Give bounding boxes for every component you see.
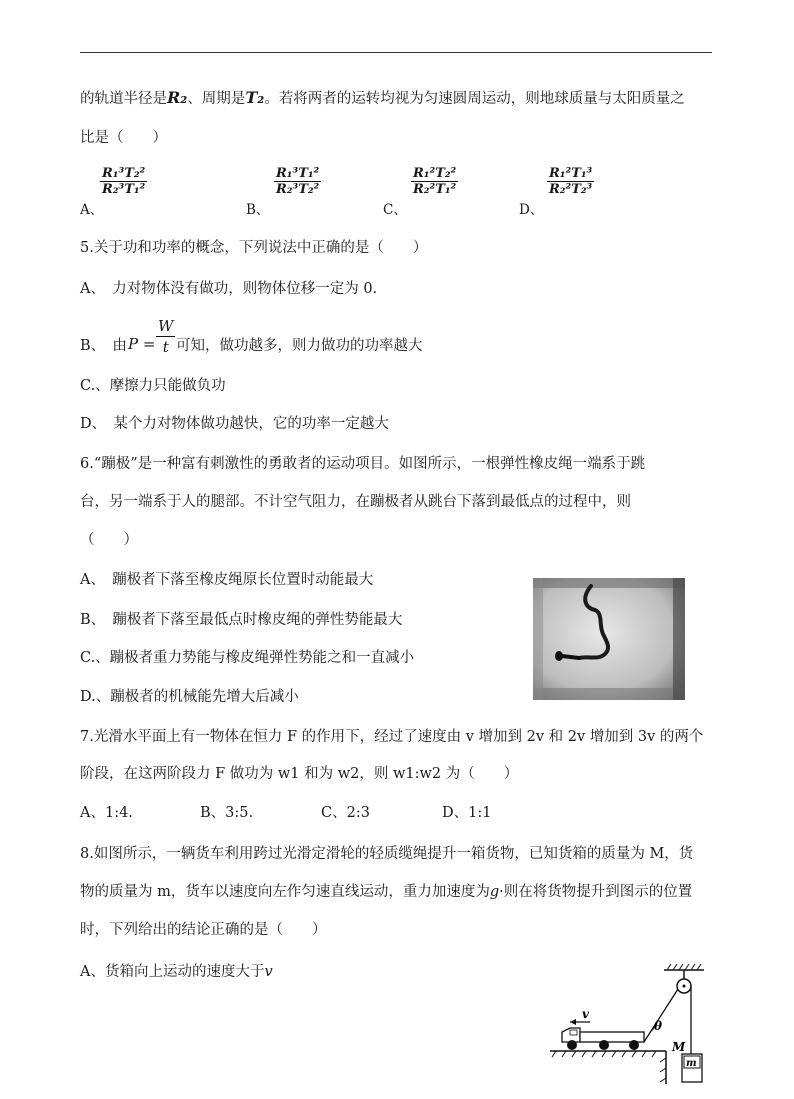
- q5-formula-fraction: $\frac{W}{t}$: [158, 317, 174, 356]
- q8-text-b: ·则在将货物提升到图示的位置: [499, 884, 693, 900]
- q4-text-b: 、周期是: [187, 91, 246, 107]
- q6-stem-2: 台，另一端系于人的腿部。不计空气阻力，在蹦极者从跳台下落到最低点的过程中，则: [80, 494, 631, 510]
- option-fraction: $\frac{\text{R₁²T₂²}}{\text{R₂²T₁²}}$: [413, 166, 457, 197]
- q5-stem: 5.关于功和功率的概念，下列说法中正确的是（ ）: [80, 240, 428, 256]
- truck: [562, 1028, 644, 1050]
- q6-option-d[interactable]: D.、蹦极者的机械能先增大后减小: [80, 689, 299, 705]
- header-rule: [80, 52, 712, 53]
- mass-M-label: M: [672, 1040, 686, 1054]
- q8-option-a[interactable]: [80, 962, 273, 982]
- q5-option-a[interactable]: A、 力对物体没有做功，则物体位移一定为 0.: [80, 281, 378, 297]
- q7-stem-1: 7.光滑水平面上有一物体在恒力 F 的作用下，经过了速度由 v 增加到 2v 和 2v 增加到 3v 的两个: [80, 729, 704, 745]
- q5-option-c[interactable]: C.、摩擦力只能做负功: [80, 378, 226, 394]
- q4-text-c: 。若将两者的运转均视为匀速圆周运动，则地球质量与太阳质量之: [264, 91, 685, 107]
- q8-a-text: A、货箱向上运动的速度大于: [80, 964, 265, 980]
- q5-b-prefix: B、 由: [80, 338, 127, 354]
- q4-text-a: 的轨道半径是: [80, 91, 167, 107]
- option-fraction: $\frac{\text{R₁²T₁³}}{\text{R₂²T₂³}}$: [549, 166, 593, 197]
- q4-t2: T₂: [245, 88, 265, 107]
- q5-option-d[interactable]: D、 某个力对物体做功越快，它的功率一定越大: [80, 416, 389, 432]
- q7-option-b[interactable]: B、3:5.: [200, 805, 254, 821]
- velocity-label: v: [582, 1007, 589, 1021]
- q8-g: g: [489, 884, 500, 900]
- q7-option-c[interactable]: C、2:3: [321, 805, 370, 821]
- q7-stem-2: 阶段，在这两阶段力 F 做功为 w1 和为 w2，则 w1:w2 为（ ）: [80, 766, 519, 782]
- option-label: A、: [80, 202, 104, 218]
- rope-to-truck: [644, 989, 678, 1042]
- q5-formula-lhs: P =: [128, 335, 156, 353]
- q6-stem-1: 6.“蹦极”是一种富有刺激性的勇敢者的运动项目。如图所示，一根弹性橡皮绳一端系于跳: [80, 456, 646, 472]
- q8-stem-1: 8.如图所示，一辆货车利用跨过光滑定滑轮的轻质缆绳提升一箱货物，已知货箱的质量为 M，货: [80, 846, 694, 862]
- theta-label: θ: [654, 1019, 663, 1033]
- option-fraction: $\frac{\text{R₁³T₂²}}{\text{R₂³T₁²}}$: [102, 166, 146, 197]
- option-label: D、: [519, 202, 544, 218]
- option-label: C、: [383, 202, 407, 218]
- q7-option-d[interactable]: D、1:1: [442, 805, 492, 821]
- truck-pulley-figure: [546, 958, 714, 1086]
- q6-stem-3: （ ）: [80, 532, 138, 548]
- q6-option-a[interactable]: A、 蹦极者下落至橡皮绳原长位置时动能最大: [80, 572, 374, 588]
- q8-stem-2: [80, 882, 692, 902]
- mass-m-label: m: [686, 1058, 697, 1069]
- q6-option-b[interactable]: B、 蹦极者下落至最低点时橡皮绳的弹性势能最大: [80, 612, 403, 628]
- q4-r2: R₂: [167, 88, 188, 107]
- q4-line2: 比是（ ）: [80, 130, 167, 146]
- q8-stem-3: 时，下列给出的结论正确的是（ ）: [80, 922, 327, 938]
- q5-b-suffix: 可知，做功越多，则力做功的功率越大: [176, 338, 423, 354]
- option-label: B、: [246, 202, 270, 218]
- q4-line1: [80, 88, 685, 109]
- q8-text-a: 物的质量为 m，货车以速度向左作匀速直线运动，重力加速度为: [80, 884, 490, 900]
- q6-option-c[interactable]: C.、蹦极者重力势能与橡皮绳弹性势能之和一直减小: [80, 650, 415, 666]
- q7-option-a[interactable]: A、1:4.: [80, 805, 133, 821]
- bungee-jumper-photo: [533, 578, 685, 700]
- option-fraction: $\frac{\text{R₁³T₁²}}{\text{R₂³T₂²}}$: [276, 166, 320, 197]
- q8-a-v: v: [264, 964, 273, 980]
